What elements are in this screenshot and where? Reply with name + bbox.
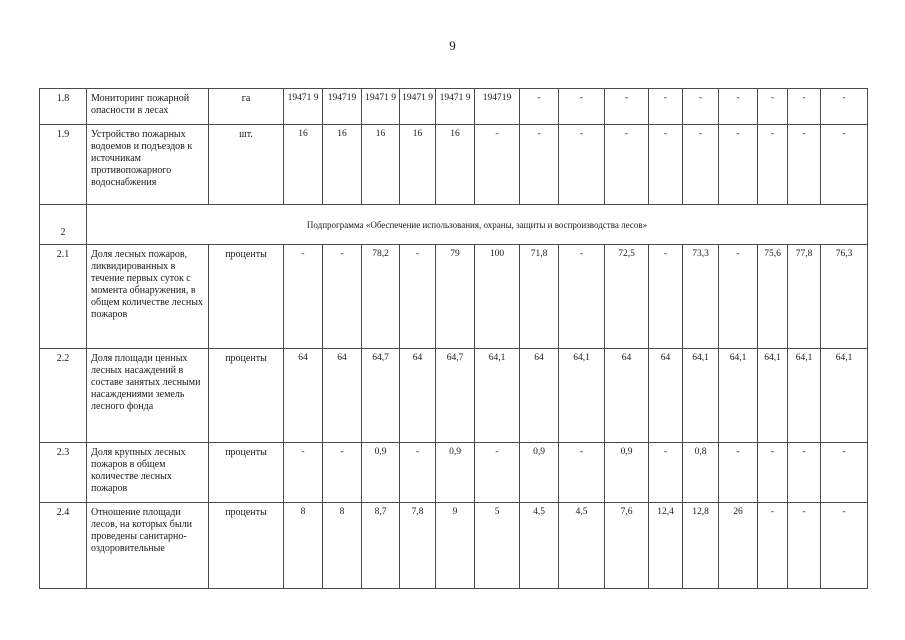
value-cell: 0,9 [520,443,559,503]
value-cell: - [719,89,758,125]
value-cell: - [605,89,649,125]
value-cell: 64 [400,349,436,443]
value-cell: 75,6 [758,245,788,349]
indicator-name: Доля крупных лесных пожаров в общем количестве лесных пожаров [87,443,209,503]
value-cell: 12,4 [649,503,683,589]
value-cell: - [475,125,520,205]
unit-cell: проценты [209,349,284,443]
indicator-name: Доля площади ценных лесных насаждений в составе занятых лесными насаждениями земель лесного фонда [87,349,209,443]
value-cell: 73,3 [683,245,719,349]
value-cell: - [719,443,758,503]
value-cell: 26 [719,503,758,589]
value-cell: 0,8 [683,443,719,503]
value-cell: 194719 [475,89,520,125]
row-number: 2.3 [40,443,87,503]
value-cell: 194719 [323,89,362,125]
value-cell: 16 [284,125,323,205]
row-number: 2.2 [40,349,87,443]
table-row [40,89,868,125]
value-cell: 4,5 [559,503,605,589]
value-cell: 64,7 [436,349,475,443]
value-cell: - [758,125,788,205]
value-cell: - [788,503,821,589]
value-cell: - [821,89,868,125]
value-cell: 64,1 [475,349,520,443]
value-cell: 16 [436,125,475,205]
value-cell: 78,2 [362,245,400,349]
value-cell: 64 [323,349,362,443]
indicator-name: Доля лесных пожаров, ликвидированных в течение первых суток с момента обнаружения, в общем количестве лесных пожаров [87,245,209,349]
value-cell: - [649,89,683,125]
indicator-name: Устройство пожарных водоемов и подъездов к источникам противопожарного водоснабжения [87,125,209,205]
value-cell: 77,8 [788,245,821,349]
value-cell: 19471 9 [436,89,475,125]
value-cell: 64,1 [788,349,821,443]
value-cell: - [821,503,868,589]
unit-cell: га [209,89,284,125]
value-cell: - [559,125,605,205]
value-cell: 16 [400,125,436,205]
value-cell: - [788,443,821,503]
value-cell: 16 [323,125,362,205]
value-cell: - [758,503,788,589]
value-cell: 8 [323,503,362,589]
value-cell: - [323,443,362,503]
value-cell: - [520,125,559,205]
table-row [40,125,868,205]
unit-cell: проценты [209,245,284,349]
value-cell: 64,7 [362,349,400,443]
value-cell: - [758,443,788,503]
value-cell: 12,8 [683,503,719,589]
value-cell: 19471 9 [362,89,400,125]
value-cell: - [284,245,323,349]
value-cell: 7,8 [400,503,436,589]
value-cell: - [520,89,559,125]
table-row [40,349,868,443]
page-number: 9 [449,38,456,53]
indicator-name: Мониторинг пожарной опасности в лесах [87,89,209,125]
value-cell: - [821,443,868,503]
value-cell: 0,9 [362,443,400,503]
value-cell: 79 [436,245,475,349]
value-cell: - [559,245,605,349]
value-cell: 4,5 [520,503,559,589]
value-cell: 64,1 [821,349,868,443]
row-number: 2 [40,205,87,245]
value-cell: - [559,89,605,125]
value-cell: 64,1 [683,349,719,443]
value-cell: 5 [475,503,520,589]
value-cell: - [559,443,605,503]
value-cell: 16 [362,125,400,205]
value-cell: 0,9 [436,443,475,503]
value-cell: - [605,125,649,205]
unit-cell: шт. [209,125,284,205]
value-cell: - [649,443,683,503]
unit-cell: проценты [209,443,284,503]
value-cell: 19471 9 [284,89,323,125]
table-row [40,503,868,589]
table-row [40,443,868,503]
unit-cell: проценты [209,503,284,589]
value-cell: 71,8 [520,245,559,349]
value-cell: 64 [520,349,559,443]
value-cell: - [683,89,719,125]
table-row [40,245,868,349]
value-cell: 19471 9 [400,89,436,125]
value-cell: 76,3 [821,245,868,349]
value-cell: - [649,125,683,205]
value-cell: 64 [605,349,649,443]
value-cell: - [821,125,868,205]
value-cell: 64,1 [559,349,605,443]
value-cell: 72,5 [605,245,649,349]
value-cell: 64,1 [758,349,788,443]
value-cell: - [475,443,520,503]
value-cell: - [400,443,436,503]
value-cell: - [719,125,758,205]
row-number: 2.4 [40,503,87,589]
value-cell: - [788,89,821,125]
indicator-name: Отношение площади лесов, на которых были проведены санитарно-оздоровительные [87,503,209,589]
indicators-table [39,88,868,589]
value-cell: - [719,245,758,349]
subprogram-row [40,205,868,245]
value-cell: 0,9 [605,443,649,503]
value-cell: - [649,245,683,349]
subprogram-title: Подпрограмма «Обеспечение использования, охраны, защиты и воспроизводства лесов» [87,205,868,245]
value-cell: 64 [649,349,683,443]
value-cell: - [323,245,362,349]
value-cell: 9 [436,503,475,589]
value-cell: - [683,125,719,205]
value-cell: 100 [475,245,520,349]
row-number: 1.9 [40,125,87,205]
value-cell: - [400,245,436,349]
value-cell: 8,7 [362,503,400,589]
value-cell: 64 [284,349,323,443]
value-cell: 8 [284,503,323,589]
value-cell: - [284,443,323,503]
row-number: 2.1 [40,245,87,349]
row-number: 1.8 [40,89,87,125]
value-cell: - [788,125,821,205]
value-cell: - [758,89,788,125]
value-cell: 64,1 [719,349,758,443]
value-cell: 7,6 [605,503,649,589]
